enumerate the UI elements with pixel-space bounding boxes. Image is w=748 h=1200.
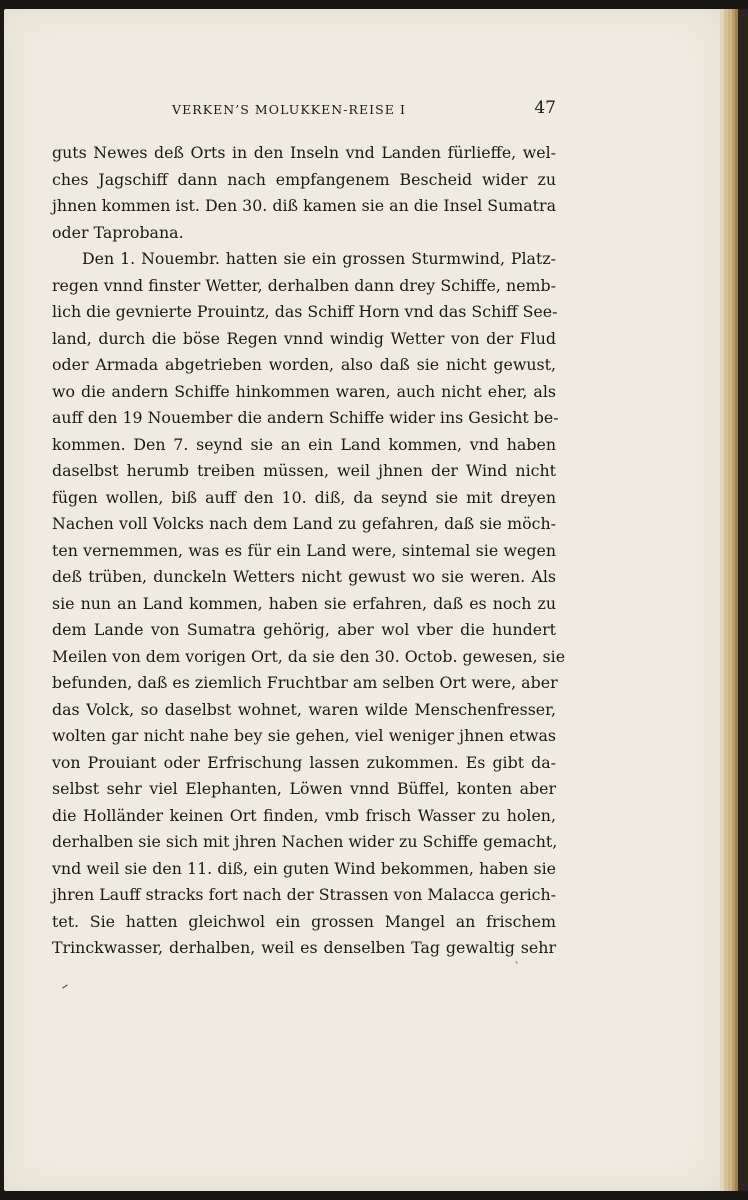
- text-line: lich die gevnierte Prouintz, das Schiff Horn vnd das Schiff See-: [52, 302, 558, 321]
- text-line: jhnen kommen ist. Den 30. diß kamen sie an die Insel Sumatra: [52, 196, 556, 215]
- text-line: das Volck, so daselbst wohnet, waren wilde Menschenfresser,: [52, 699, 556, 719]
- text-line: die Holländer keinen Ort finden, vmb frisch Wasser zu holen,: [52, 805, 556, 825]
- text-line: ches Jagschiff dann nach empfangenem Bescheid wider zu: [52, 169, 556, 189]
- running-title: VERKEN’S MOLUKKEN-REISE I: [172, 102, 406, 117]
- text-line: sie nun an Land kommen, haben sie erfahren, daß es noch zu: [52, 593, 556, 613]
- page-edge: [738, 9, 748, 1191]
- text-line: regen vnnd finster Wetter, derhalben dann drey Schiffe, nemb-: [52, 275, 556, 295]
- text-line: daselbst herumb treiben müssen, weil jhnen der Wind nicht: [52, 461, 556, 480]
- text-line: oder Armada abgetrieben worden, also daß sie nicht gewust,: [52, 355, 556, 374]
- text-line: befunden, daß es ziemlich Fruchtbar am selben Ort were, aber: [52, 673, 558, 692]
- body-text: [52, 140, 566, 962]
- text-line: kommen. Den 7. seynd sie an ein Land kommen, vnd haben: [52, 434, 556, 454]
- text-line: wo die andern Schiffe hinkommen waren, auch nicht eher, als: [52, 381, 556, 401]
- text-line: deß trüben, dunckeln Wetters nicht gewust wo sie weren. Als: [52, 567, 556, 586]
- text-line: derhalben sie sich mit jhren Nachen wider zu Schiffe gemacht,: [52, 832, 558, 851]
- text-line: auff den 19 Nouember die andern Schiffe wider ins Gesicht be-: [52, 408, 559, 427]
- text-line: vnd weil sie den 11. diß, ein guten Wind bekommen, haben sie: [52, 858, 556, 878]
- text-line: jhren Lauff stracks fort nach der Strassen von Malacca gerich-: [52, 885, 556, 904]
- text-line: Trinckwasser, derhalben, weil es denselben Tag gewaltig sehr: [52, 938, 556, 957]
- text-line: tet. Sie hatten gleichwol ein grossen Mangel an frischem: [52, 911, 556, 931]
- text-line: Nachen voll Volcks nach dem Land zu gefahren, daß sie möch-: [52, 514, 556, 533]
- running-head: [52, 98, 556, 122]
- text-line: dem Lande von Sumatra gehörig, aber wol vber die hundert: [52, 620, 556, 639]
- text-line: Den 1. Nouembr. hatten sie ein grossen Sturmwind, Platz-: [82, 249, 556, 268]
- text-line: Meilen von dem vorigen Ort, da sie den 30. Octob. gewesen, sie: [52, 646, 566, 666]
- text-line: fügen wollen, biß auff den 10. diß, da seynd sie mit dreyen: [52, 487, 556, 507]
- text-line: ten vernemmen, was es für ein Land were, sintemal sie wegen: [52, 540, 556, 560]
- text-line: selbst sehr viel Elephanten, Löwen vnnd Büffel, konten aber: [52, 779, 556, 798]
- page-number: 47: [534, 98, 556, 118]
- text-line: oder Taprobana.: [52, 222, 184, 242]
- text-line: guts Newes deß Orts in den Inseln vnd Landen fürlieffe, wel-: [52, 143, 556, 162]
- text-line: land, durch die böse Regen vnnd windig Wetter von der Flud: [52, 328, 556, 348]
- text-line: wolten gar nicht nahe bey sie gehen, viel weniger jhnen etwas: [52, 726, 556, 745]
- text-line: von Prouiant oder Erfrischung lassen zukommen. Es gibt da-: [52, 752, 556, 772]
